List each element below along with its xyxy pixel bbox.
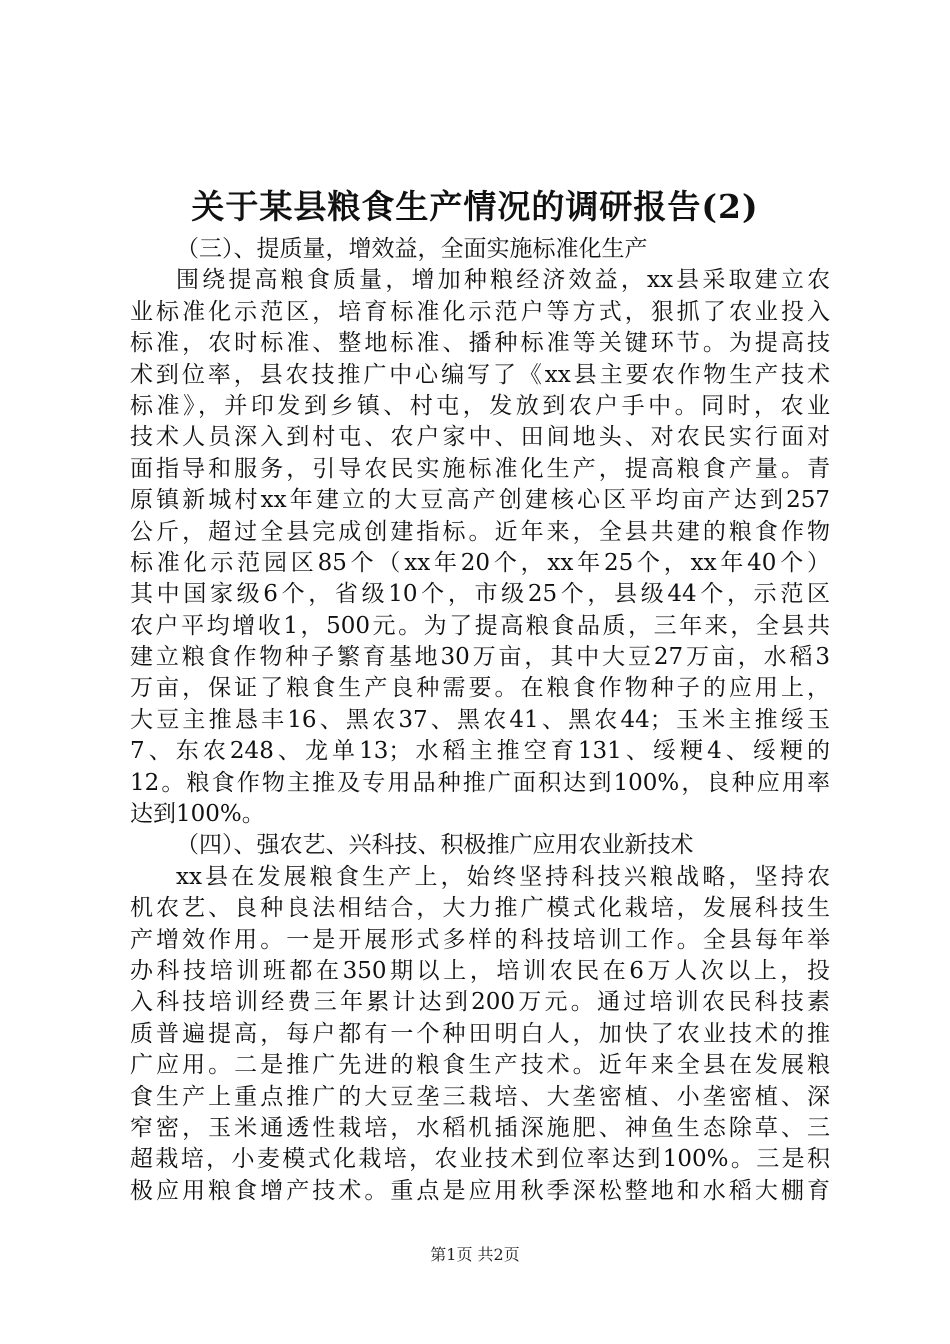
text-line: 围绕提高粮食质量，增加种粮经济效益，xx县采取建立农	[176, 267, 830, 294]
text-line: 窄密，玉米通透性栽培，水稻机插深施肥、神鱼生态除草、三	[130, 1114, 830, 1141]
text-line: 极应用粮食增产技术。重点是应用秋季深松整地和水稻大棚育	[130, 1177, 830, 1204]
text-line: 机农艺、良种良法相结合，大力推广模式化栽培，发展科技生	[130, 895, 830, 922]
document-body	[130, 234, 830, 1207]
text-line: 超栽培，小麦模式化栽培，农业技术到位率达到100%。三是积	[130, 1146, 830, 1173]
text-line: 标准，农时标准、整地标准、播种标准等关键环节。为提高技	[130, 330, 830, 357]
text-line: 标准化示范园区85个（xx年20个，xx年25个，xx年40个）	[130, 549, 830, 576]
text-line: 万亩，保证了粮食生产良种需要。在粮食作物种子的应用上，	[130, 675, 830, 702]
text-line: 广应用。二是推广先进的粮食生产技术。近年来全县在发展粮	[130, 1052, 830, 1079]
text-line: 12。粮食作物主推及专用品种推广面积达到100%，良种应用率	[130, 769, 830, 796]
text-line: 业标准化示范区，培育标准化示范户等方式，狠抓了农业投入	[130, 298, 830, 325]
text-line: 产增效作用。一是开展形式多样的科技培训工作。全县每年举	[130, 926, 830, 953]
text-line: 其中国家级6个，省级10个，市级25个，县级44个，示范区	[130, 581, 830, 608]
document-title: 关于某县粮食生产情况的调研报告(2)	[191, 187, 759, 226]
text-line: 食生产上重点推广的大豆垄三栽培、大垄密植、小垄密植、深	[130, 1083, 830, 1110]
text-line: （三）、提质量，增效益，全面实施标准化生产	[176, 236, 648, 262]
text-line: 原镇新城村xx年建立的大豆高产创建核心区平均亩产达到257	[130, 487, 830, 514]
text-line: 术到位率，县农技推广中心编写了《xx县主要农作物生产技术	[130, 361, 830, 388]
text-line: xx县在发展粮食生产上，始终坚持科技兴粮战略，坚持农	[176, 863, 830, 890]
text-line: 面指导和服务，引导农民实施标准化生产，提高粮食产量。青	[130, 455, 830, 482]
text-line: 办科技培训班都在350期以上，培训农民在6万人次以上，投	[130, 957, 830, 984]
text-line: 7、东农248、龙单13；水稻主推空育131、绥粳4、绥粳的	[130, 738, 830, 765]
text-line: 技术人员深入到村屯、农户家中、田间地头、对农民实行面对	[130, 424, 830, 451]
text-line: 达到100%。	[130, 801, 265, 828]
text-line: 质普遍提高，每户都有一个种田明白人，加快了农业技术的推	[130, 1020, 830, 1047]
text-line: 大豆主推恳丰16、黑农37、黑农41、黑农44；玉米主推绥玉	[130, 706, 830, 733]
text-line: 入科技培训经费三年累计达到200万元。通过培训农民科技素	[130, 989, 830, 1016]
text-line: 标准》，并印发到乡镇、村屯，发放到农户手中。同时，农业	[130, 392, 830, 419]
text-line: 农户平均增收1，500元。为了提高粮食品质，三年来，全县共	[130, 612, 830, 639]
page-footer: 第1页 共2页	[430, 1245, 520, 1264]
text-line: （四）、强农艺、兴科技、积极推广应用农业新技术	[176, 832, 694, 859]
text-line: 建立粮食作物种子繁育基地30万亩，其中大豆27万亩，水稻3	[130, 644, 830, 671]
text-line: 公斤，超过全县完成创建指标。近年来，全县共建的粮食作物	[130, 518, 830, 545]
